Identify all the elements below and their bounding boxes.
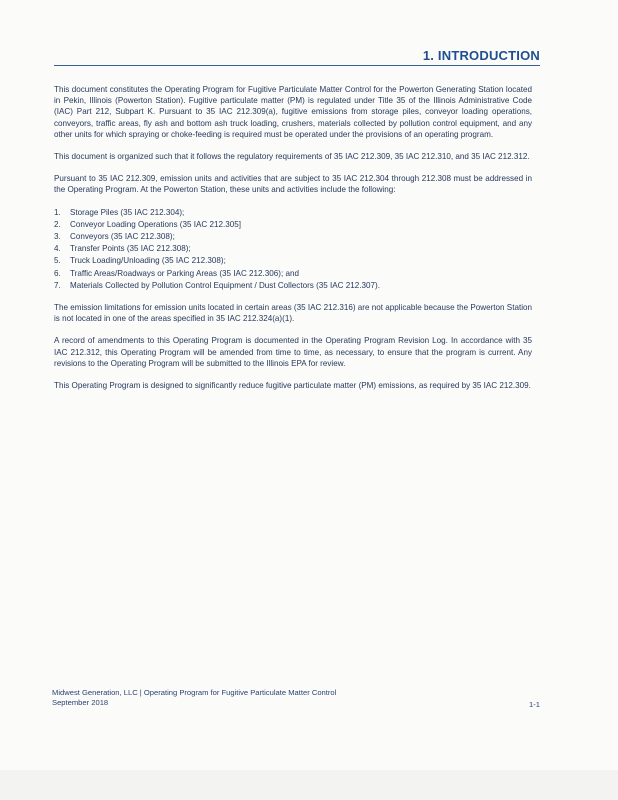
document-body xyxy=(54,84,532,402)
list-item xyxy=(54,219,532,230)
list-number: 4. xyxy=(54,244,61,254)
list-item xyxy=(54,280,532,291)
list-text: Materials Collected by Pollution Control Equipment / Dust Collectors (35 IAC 212.307). xyxy=(70,280,380,290)
list-number: 6. xyxy=(54,268,61,278)
footer-company: Midwest Generation, LLC | Operating Program for Fugitive Particulate Matter Control xyxy=(52,688,337,697)
units-list xyxy=(54,207,532,291)
list-item xyxy=(54,255,532,266)
list-item xyxy=(54,207,532,218)
list-number: 5. xyxy=(54,256,61,266)
list-text: Conveyor Loading Operations (35 IAC 212.305] xyxy=(70,219,241,229)
list-number: 7. xyxy=(54,280,61,290)
paragraph-pursuant: Pursuant to 35 IAC 212.309, emission units and activities that are subject to 35 IAC 212.304 through 212.308 must be addressed in the Operating Program. At the Powerton Station, these units and activities include the following: xyxy=(54,174,532,195)
list-item xyxy=(54,243,532,254)
list-number: 2. xyxy=(54,219,61,229)
paragraph-organization: This document is organized such that it follows the regulatory requirements of 35 IAC 212.309, 35 IAC 212.310, and 35 IAC 212.312. xyxy=(54,152,530,162)
list-text: Truck Loading/Unloading (35 IAC 212.308); xyxy=(70,256,226,266)
list-text: Transfer Points (35 IAC 212.308); xyxy=(70,244,191,254)
paragraph-emission-limitations: The emission limitations for emission units located in certain areas (35 IAC 212.316) are not applicable because the Powerton Station is not located in one of the areas specified in 35 IAC 212.324(a)(1). xyxy=(54,303,532,324)
list-text: Conveyors (35 IAC 212.308); xyxy=(70,232,175,242)
paragraph-amendments: A record of amendments to this Operating Program is documented in the Operating Program Revision Log. In accordance with 35 IAC 212.312, this Operating Program will be amended from time to time, as necessary, to ensure that the program is current. Any revisions to the Operating Program will be submitted to the Illinois EPA for review. xyxy=(54,336,532,368)
list-text: Storage Piles (35 IAC 212.304); xyxy=(70,207,185,217)
page-number: 1-1 xyxy=(529,700,540,709)
list-item xyxy=(54,268,532,279)
list-number: 1. xyxy=(54,207,61,217)
list-text: Traffic Areas/Roadways or Parking Areas (35 IAC 212.306); and xyxy=(70,268,299,278)
list-item xyxy=(54,231,532,242)
list-number: 3. xyxy=(54,232,61,242)
header-divider xyxy=(54,65,540,66)
footer-date: September 2018 xyxy=(52,698,109,707)
page-footer xyxy=(52,688,336,708)
scan-margin xyxy=(0,770,618,800)
section-title: 1. INTRODUCTION xyxy=(422,48,540,63)
paragraph-purpose: This Operating Program is designed to significantly reduce fugitive particulate matter (PM) emissions, as required by 35 IAC 212.309. xyxy=(54,381,531,391)
paragraph-intro: This document constitutes the Operating Program for Fugitive Particulate Matter Control for the Powerton Generating Station located in Pekin, Illinois (Powerton Station). Fugitive particulate matter (PM) is regulated under Title 35 of the Illinois Administrative Code (IAC) Part 212, Subpart K. Pursuant to 35 IAC 212.309(a), fugitive emissions from storage piles, conveyor loading operations, conveyors, traffic areas, fly ash and bottom ash truck loading, crushers, materials collected by pollution control equipment, and any other units for which spraying or choke-feeding is required must be operated under the provisions of an operating program. xyxy=(54,85,532,139)
